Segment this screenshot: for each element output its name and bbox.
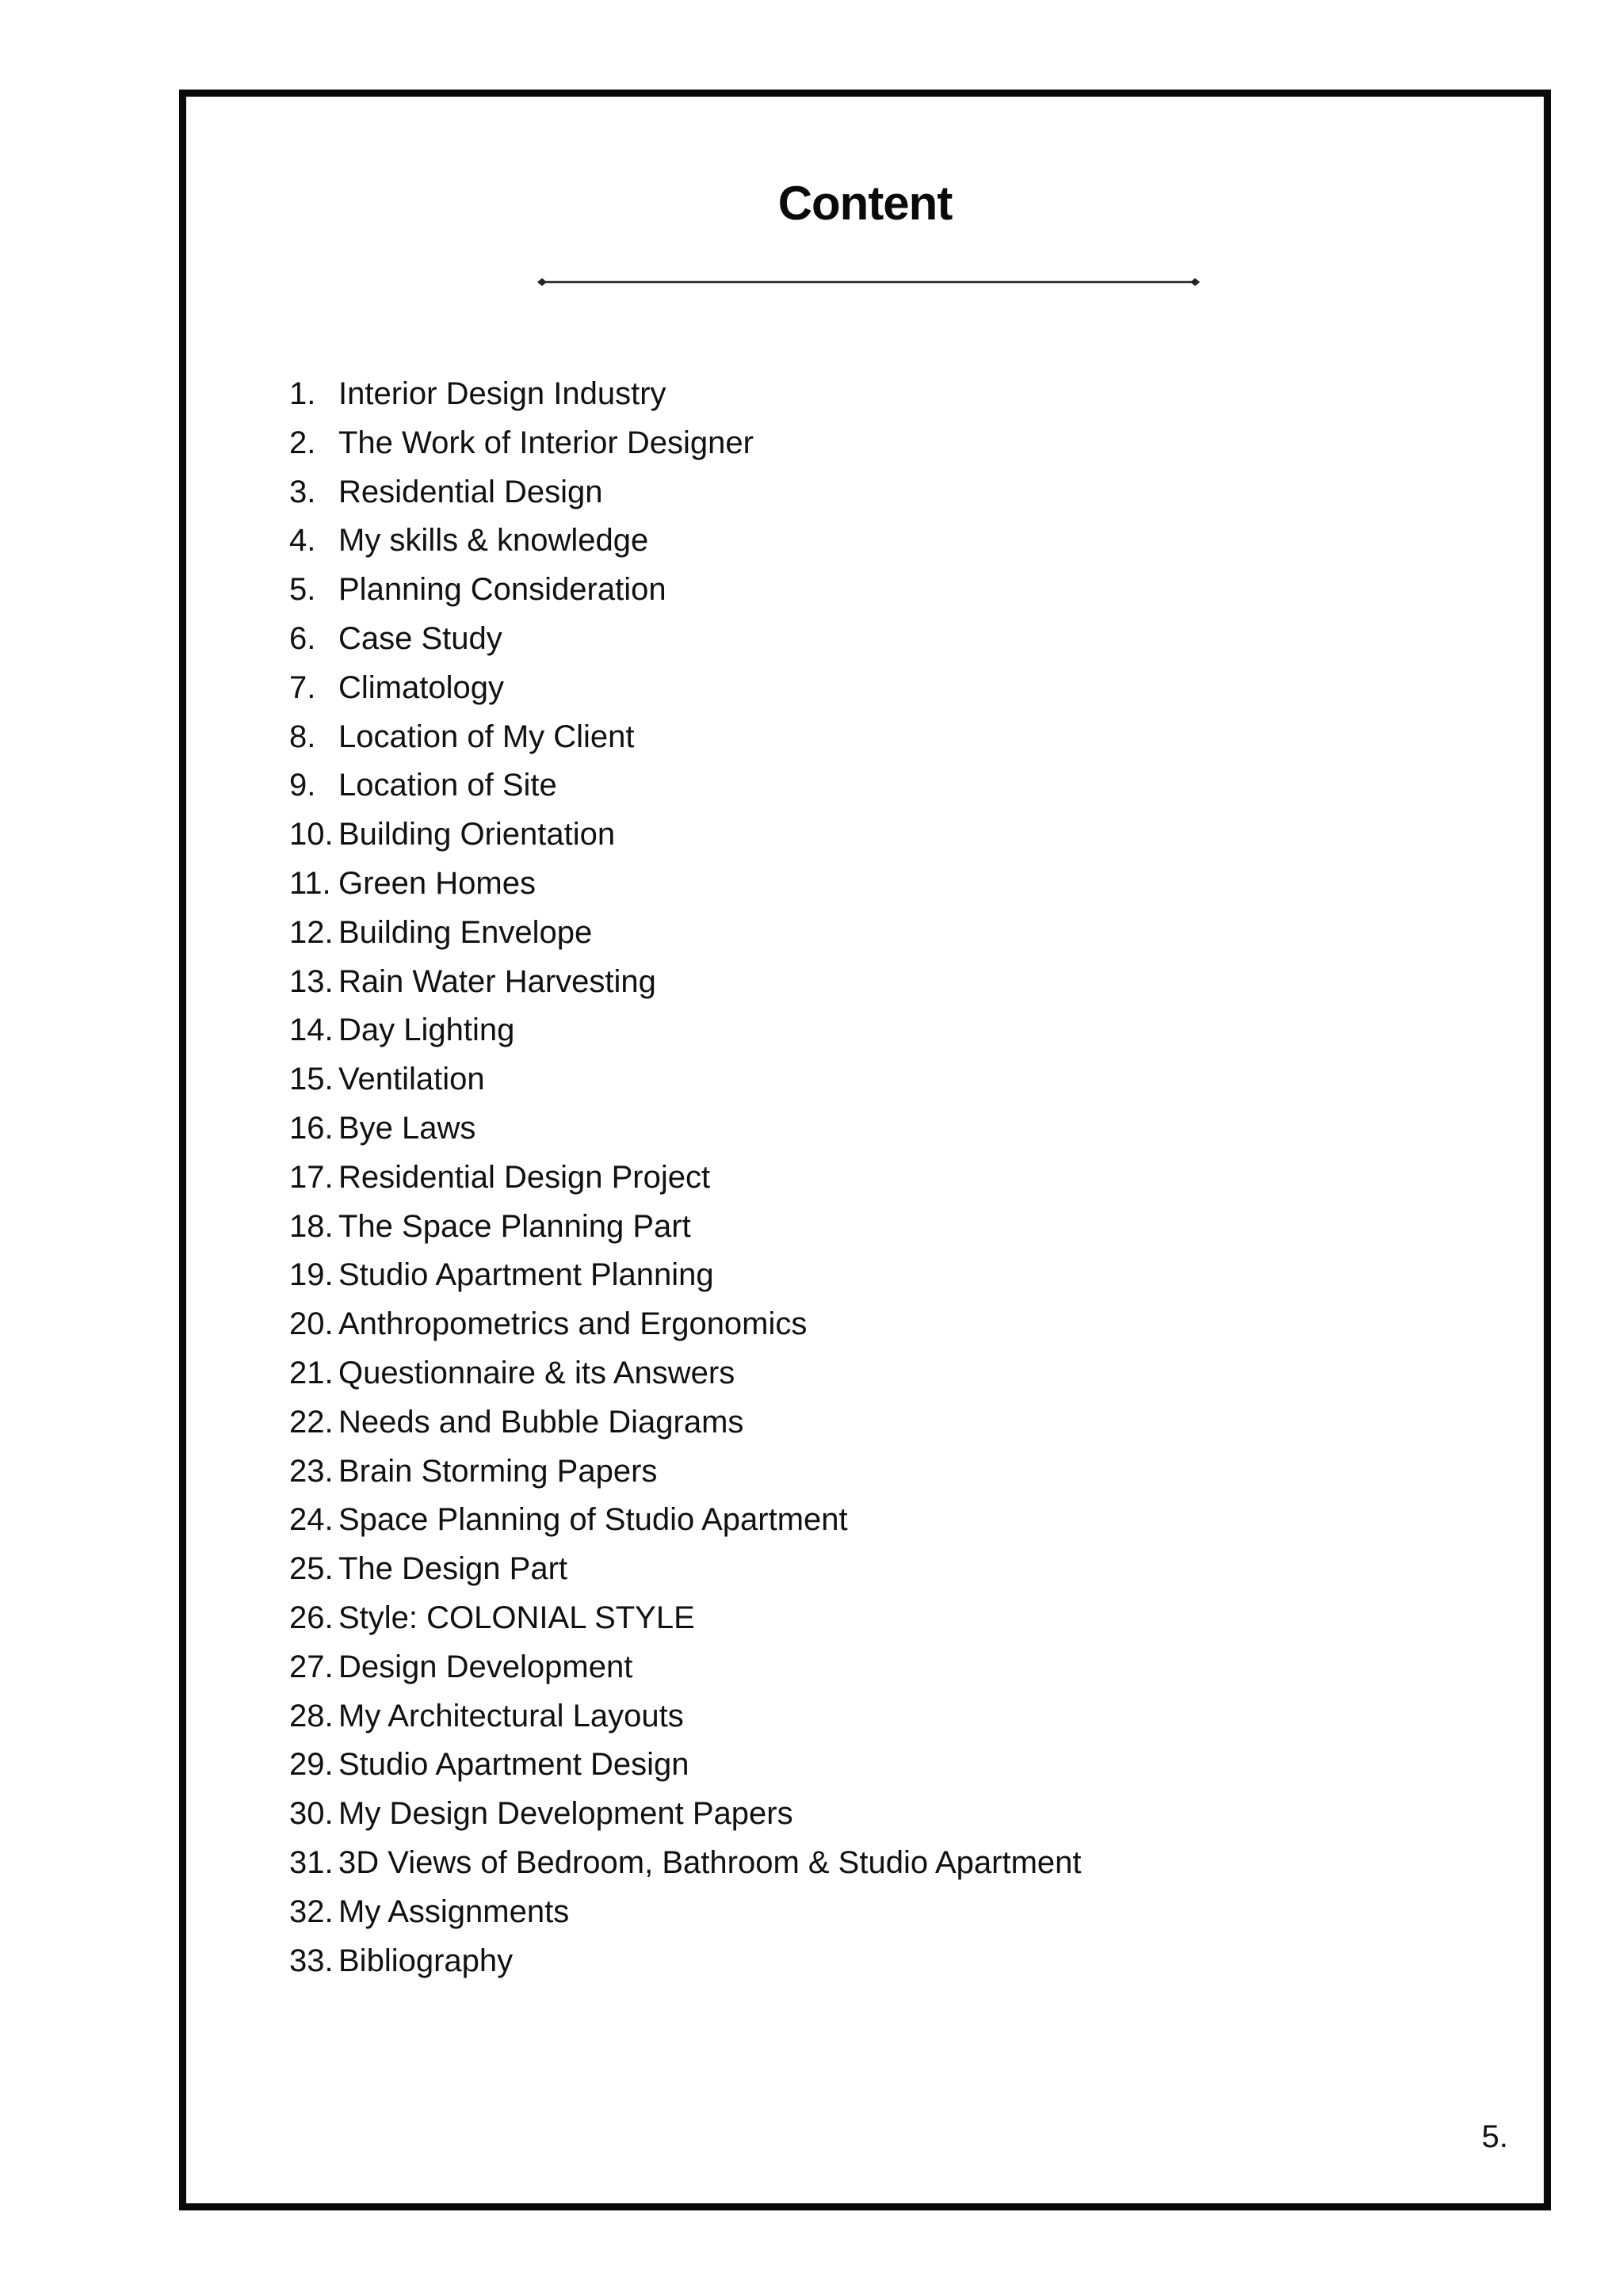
toc-item-label: Bye Laws [338,1110,476,1146]
toc-item-label: Residential Design Project [338,1159,711,1195]
page-border-frame [179,90,1551,2210]
toc-item-label: My Design Development Papers [338,1796,793,1832]
toc-item-number: 32. [289,1894,334,1929]
toc-item-label: Location of Site [338,768,557,803]
toc-item-number: 21. [289,1355,334,1390]
toc-item-label: 3D Views of Bedroom, Bathroom & Studio Apartment [338,1844,1082,1880]
toc-item-number: 12. [289,914,334,950]
toc-item-number: 23. [289,1453,334,1489]
toc-item-number: 20. [289,1306,334,1342]
toc-item-number: 28. [289,1698,334,1733]
toc-item-label: Brain Storming Papers [338,1453,658,1489]
toc-item-label: My Assignments [338,1894,570,1929]
toc-item-label: Green Homes [338,865,536,901]
toc-item-label: Rain Water Harvesting [338,963,656,999]
toc-item-number: 30. [289,1796,334,1832]
toc-item-label: My Architectural Layouts [338,1698,684,1733]
toc-item-label: Design Development [338,1649,633,1684]
toc-item-label: Climatology [338,669,504,705]
toc-item-number: 19. [289,1257,334,1293]
toc-item-label: Case Study [338,620,502,656]
toc-item-number: 10. [289,817,334,852]
toc-item-number: 13. [289,963,334,999]
toc-item-number: 3. [289,474,316,509]
toc-item-label: The Work of Interior Designer [338,425,754,460]
toc-item-label: My skills & knowledge [338,523,649,559]
toc-item-number: 4. [289,523,316,559]
toc-item-label: Questionnaire & its Answers [338,1355,735,1390]
toc-item-label: Studio Apartment Design [338,1747,689,1783]
toc-item-label: Space Planning of Studio Apartment [338,1502,848,1538]
toc-item-number: 5. [289,572,316,608]
toc-item-label: Bibliography [338,1943,514,1978]
toc-item-label: Studio Apartment Planning [338,1257,714,1293]
toc-item-number: 26. [289,1600,334,1635]
toc-item-number: 24. [289,1502,334,1538]
toc-item-label: Building Orientation [338,817,616,852]
toc-item-number: 33. [289,1943,334,1978]
toc-item-number: 31. [289,1844,334,1880]
toc-item-label: Needs and Bubble Diagrams [338,1404,744,1440]
toc-item-label: Residential Design [338,474,603,509]
toc-item-label: The Design Part [338,1551,568,1587]
toc-item-number: 6. [289,620,316,656]
toc-item-number: 16. [289,1110,334,1146]
toc-item-number: 9. [289,768,316,803]
toc-item-number: 22. [289,1404,334,1440]
toc-item-number: 14. [289,1013,334,1048]
toc-item-number: 15. [289,1062,334,1097]
toc-item-label: The Space Planning Part [338,1208,691,1244]
toc-item-number: 7. [289,669,316,705]
toc-item-label: Anthropometrics and Ergonomics [338,1306,808,1342]
toc-item-number: 18. [289,1208,334,1244]
toc-item-number: 25. [289,1551,334,1587]
toc-item-number: 27. [289,1649,334,1684]
toc-item-label: Style: COLONIAL STYLE [338,1600,695,1635]
toc-item-number: 17. [289,1159,334,1195]
toc-item-label: Building Envelope [338,914,593,950]
toc-item-label: Planning Consideration [338,572,666,608]
toc-item-label: Location of My Client [338,719,635,754]
toc-item-label: Interior Design Industry [338,376,666,411]
toc-item-number: 8. [289,719,316,754]
toc-item-number: 29. [289,1747,334,1783]
page-number: 5. [1481,2119,1508,2154]
toc-item-label: Ventilation [338,1062,485,1097]
toc-item-label: Day Lighting [338,1013,515,1048]
toc-item-number: 11. [289,865,331,901]
toc-item-number: 1. [289,376,316,411]
title-divider [537,276,1200,288]
toc-item-number: 2. [289,425,316,460]
page-title: Content [777,177,953,230]
